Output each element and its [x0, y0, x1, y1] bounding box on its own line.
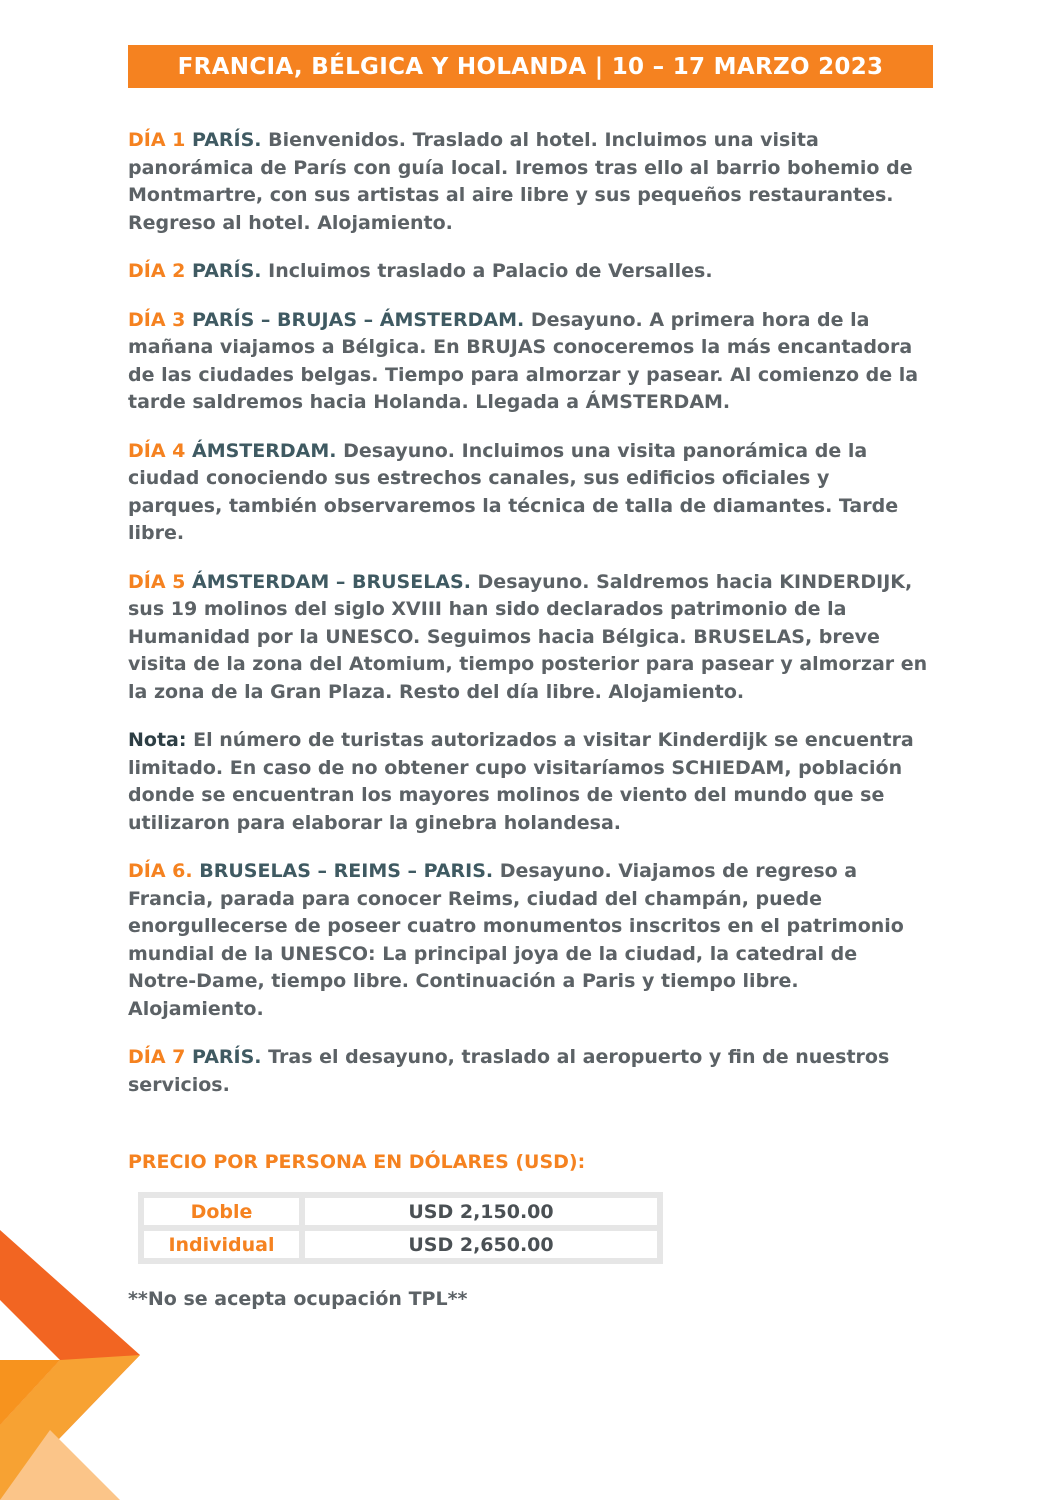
note-paragraph — [128, 727, 928, 837]
day-description: Incluimos traslado a Palacio de Versalles. — [261, 260, 713, 282]
day-description: Desayuno. Viajamos de regreso a Francia, parada para conocer Reims, ciudad del champán, puede enorgullecerse de poseer cuatro monumentos inscritos en el patrimonio mundial de la UNESCO: La principal joya de la ciudad, la catedral de Notre-Dame, tiempo libre. Continuación a Paris y tiempo libre. Alojamiento. — [128, 860, 904, 1020]
day-description: Tras el desayuno, traslado al aeropuerto y fin de nuestros servicios. — [128, 1046, 890, 1096]
day-label: DÍA 5 — [128, 570, 186, 593]
day-3-paragraph — [128, 307, 928, 417]
price-title: PRECIO POR PERSONA EN DÓLARES (USD): — [128, 1151, 586, 1173]
occupancy-footnote: **No se acepta ocupación TPL** — [128, 1288, 468, 1310]
table-row — [141, 1195, 660, 1228]
day-label: DÍA 7 — [128, 1046, 186, 1068]
day-7-paragraph — [128, 1044, 928, 1099]
day-label: DÍA 3 — [128, 308, 186, 331]
day-places: PARÍS – BRUJAS – ÁMSTERDAM. — [192, 308, 525, 331]
day-label: DÍA 4 — [128, 439, 186, 462]
room-type: Individual — [141, 1228, 302, 1261]
day-places: PARÍS. — [192, 1046, 262, 1068]
day-4-paragraph — [128, 438, 928, 548]
itinerary-content — [128, 127, 928, 1310]
day-places: PARÍS. — [192, 260, 262, 282]
corner-decoration — [0, 1230, 140, 1500]
table-row — [141, 1228, 660, 1261]
room-price: USD 2,150.00 — [302, 1195, 660, 1228]
price-table — [138, 1192, 663, 1264]
day-description: Desayuno. Incluimos una visita panorámica de la ciudad conociendo sus estrechos canales, sus edificios oficiales y parques, también observaremos la técnica de talla de diamantes. Tarde libre. — [128, 439, 899, 544]
day-2-paragraph — [128, 258, 928, 286]
day-1-paragraph — [128, 127, 928, 237]
title-banner — [128, 45, 933, 88]
day-places: ÁMSTERDAM. — [192, 439, 337, 462]
day-description: Bienvenidos. Traslado al hotel. Incluimos una visita panorámica de París con guía local. Iremos tras ello al barrio bohemio de Montmartre, con sus artistas al aire libre y sus pequeños restaurantes. Regreso al hotel. Alojamiento. — [128, 129, 913, 234]
day-description: Desayuno. Saldremos hacia KINDERDIJK, sus 19 molinos del siglo XVIII han sido declarados patrimonio de la Humanidad por la UNESCO. Seguimos hacia Bélgica. BRUSELAS, breve visita de la zona del Atomium, tiempo posterior para pasear y almorzar en la zona de la Gran Plaza. Resto del día libre. Alojamiento. — [128, 570, 928, 703]
day-6-paragraph — [128, 858, 928, 1023]
day-places: PARÍS. — [192, 129, 262, 151]
room-price: USD 2,650.00 — [302, 1228, 660, 1261]
day-places: BRUSELAS – REIMS – PARIS. — [199, 860, 494, 882]
day-label: DÍA 6. — [128, 860, 193, 882]
page-title: FRANCIA, BÉLGICA Y HOLANDA | 10 – 17 MARZO 2023 — [177, 53, 884, 80]
note-text: El número de turistas autorizados a visitar Kinderdijk se encuentra limitado. En caso de no obtener cupo visitaríamos SCHIEDAM, población donde se encuentran los mayores molinos de viento del mundo que se utilizaron para elaborar la ginebra holandesa. — [128, 729, 914, 834]
note-label: Nota: — [128, 729, 187, 751]
day-5-paragraph — [128, 569, 928, 707]
room-type: Doble — [141, 1195, 302, 1228]
day-places: ÁMSTERDAM – BRUSELAS. — [192, 570, 471, 593]
day-label: DÍA 1 — [128, 129, 186, 151]
day-label: DÍA 2 — [128, 260, 186, 282]
day-description: Desayuno. A primera hora de la mañana viajamos a Bélgica. En BRUJAS conoceremos la más encantadora de las ciudades belgas. Tiempo para almorzar y pasear. Al comienzo de la tarde saldremos hacia Holanda. Llegada a ÁMSTERDAM. — [128, 308, 919, 413]
